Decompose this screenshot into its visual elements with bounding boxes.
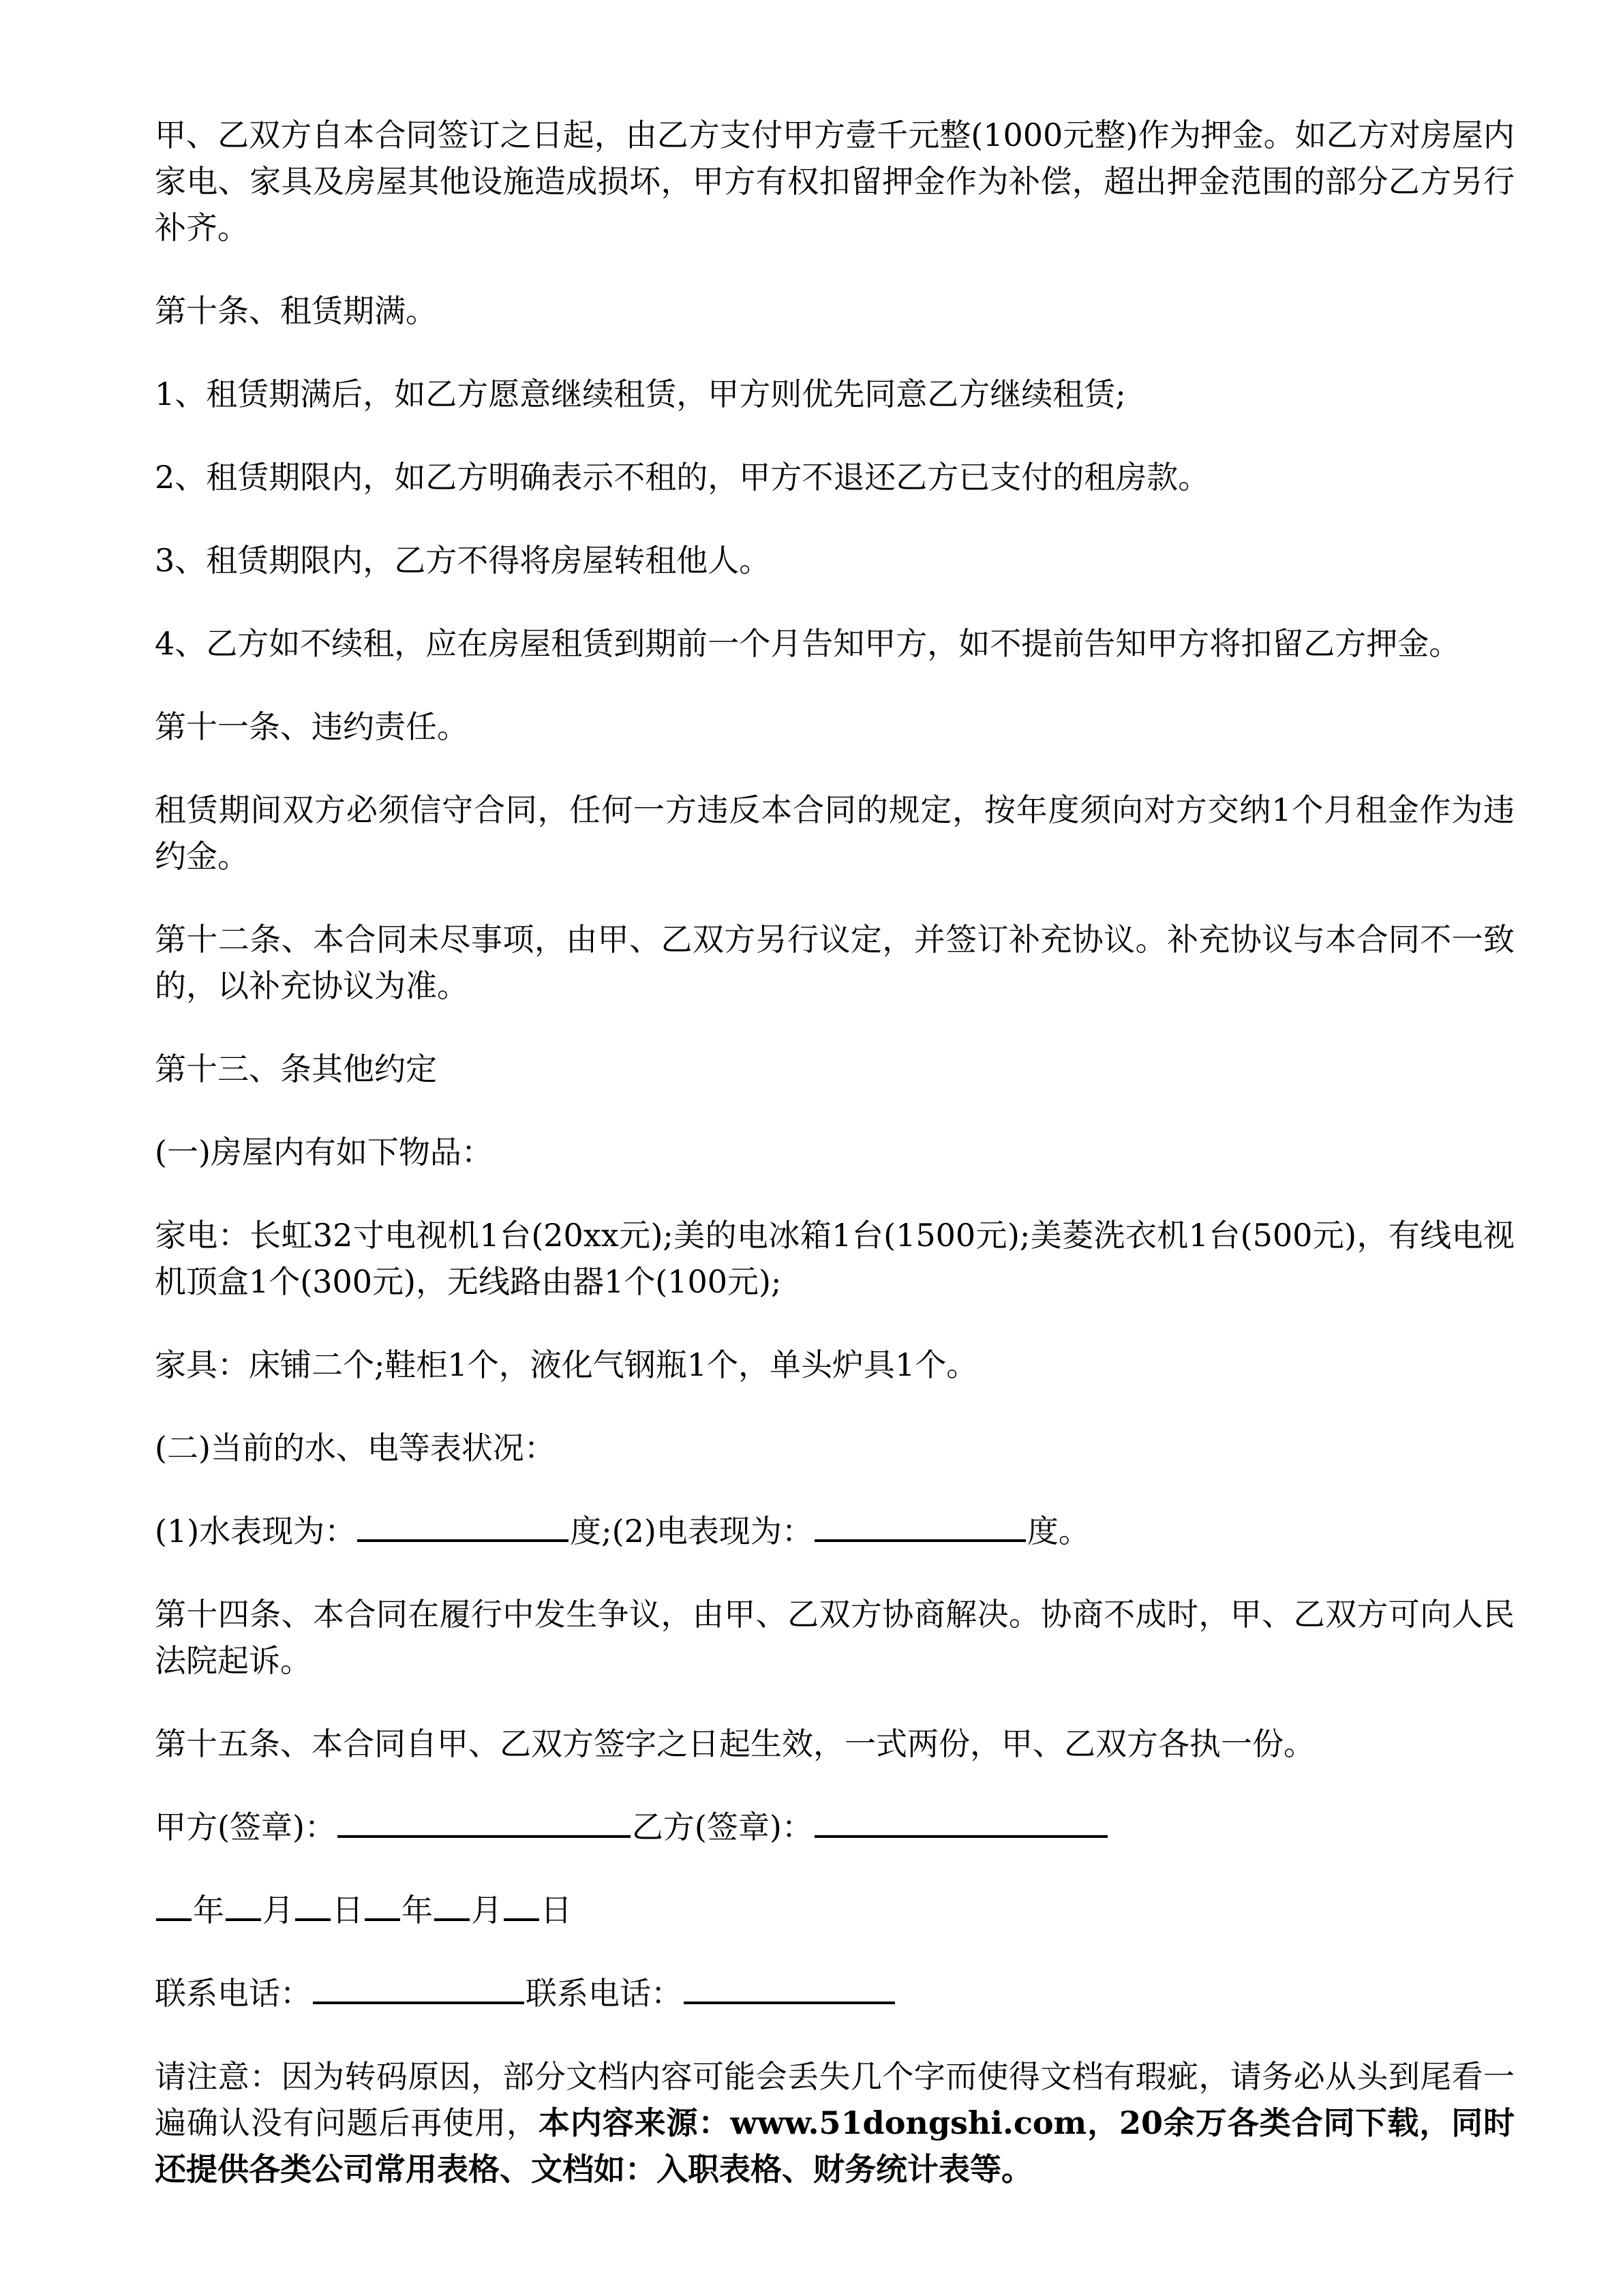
article-13-heading: 第十三、条其他约定 bbox=[155, 1051, 437, 1087]
year-a-label: 年 bbox=[193, 1892, 224, 1929]
signature-line bbox=[155, 1804, 1515, 1850]
party-a-phone-label: 联系电话： bbox=[155, 1975, 312, 2012]
article-12: 第十二条、本合同未尽事项，由甲、乙双方另行议定，并签订补充协议。补充协议与本合同不一致的，以补充协议为准。 bbox=[155, 921, 1515, 1004]
year-a-blank[interactable] bbox=[156, 1890, 192, 1921]
month-a-label: 月 bbox=[262, 1892, 294, 1929]
water-meter-blank[interactable] bbox=[357, 1511, 568, 1542]
article-11-body: 租赁期间双方必须信守合同，任何一方违反本合同的规定，按年度须向对方交纳1个月租金作为违约金。 bbox=[155, 791, 1515, 875]
meter-readings bbox=[155, 1508, 1515, 1554]
article-10-item-2: 2、租赁期限内，如乙方明确表示不租的，甲方不退还乙方已支付的租房款。 bbox=[155, 459, 1210, 496]
party-b-phone-label: 联系电话： bbox=[526, 1975, 682, 2012]
day-a-blank[interactable] bbox=[295, 1890, 331, 1921]
deposit-clause: 甲、乙双方自本合同签订之日起，由乙方支付甲方壹千元整(1000元整)作为押金。如乙方对房屋内家电、家具及房屋其他设施造成损坏，甲方有权扣留押金作为补偿，超出押金范围的部分乙方另行补齐。 bbox=[155, 117, 1515, 246]
water-meter-unit: 度; bbox=[570, 1513, 612, 1550]
party-a-signature-blank[interactable] bbox=[337, 1807, 631, 1838]
party-b-phone-blank[interactable] bbox=[684, 1973, 895, 2004]
electric-meter-label: (2)电表现为： bbox=[611, 1513, 813, 1550]
document-body bbox=[155, 112, 1515, 2229]
article-10-item-3: 3、租赁期限内，乙方不得将房屋转租他人。 bbox=[155, 542, 771, 579]
appliances-list: 家电：长虹32寸电视机1台(20xx元);美的电冰箱1台(1500元);美菱洗衣机1台(500元)，有线电视机顶盒1个(300元)，无线路由器1个(100元); bbox=[155, 1217, 1515, 1300]
month-b-blank[interactable] bbox=[434, 1890, 470, 1921]
article-10-item-1: 1、租赁期满后，如乙方愿意继续租赁，甲方则优先同意乙方继续租赁; bbox=[155, 376, 1126, 412]
party-b-signature-blank[interactable] bbox=[815, 1807, 1108, 1838]
meter-heading: (二)当前的水、电等表状况： bbox=[155, 1430, 556, 1466]
year-b-label: 年 bbox=[401, 1892, 433, 1929]
electric-meter-unit: 度。 bbox=[1027, 1513, 1090, 1550]
article-14: 第十四条、本合同在履行中发生争议，由甲、乙双方协商解决。协商不成时，甲、乙双方可向人民法院起诉。 bbox=[155, 1596, 1515, 1679]
month-a-blank[interactable] bbox=[226, 1890, 261, 1921]
day-a-label: 日 bbox=[332, 1892, 363, 1929]
article-10-heading: 第十条、租赁期满。 bbox=[155, 292, 437, 329]
article-11-heading: 第十一条、违约责任。 bbox=[155, 708, 468, 745]
party-a-phone-blank[interactable] bbox=[313, 1973, 524, 2004]
month-b-label: 月 bbox=[471, 1892, 502, 1929]
phone-line bbox=[155, 1970, 1515, 2016]
day-b-label: 日 bbox=[541, 1892, 572, 1929]
items-heading: (一)房屋内有如下物品： bbox=[155, 1134, 493, 1170]
source-notice: 本内容来源：www.51dongshi.com，20余万各类合同下载，同时还提供各类公司常用表格、文档如：入职表格、财务统计表等。 bbox=[155, 2104, 1515, 2188]
article-10-item-4: 4、乙方如不续租，应在房屋租赁到期前一个月告知甲方，如不提前告知甲方将扣留乙方押金。 bbox=[155, 625, 1461, 662]
electric-meter-blank[interactable] bbox=[815, 1511, 1026, 1542]
date-line bbox=[155, 1887, 1515, 1933]
furniture-list: 家具：床铺二个;鞋柜1个，液化气钢瓶1个，单头炉具1个。 bbox=[155, 1346, 978, 1383]
water-meter-label: (1)水表现为： bbox=[155, 1513, 357, 1550]
party-a-signature-label: 甲方(签章)： bbox=[155, 1809, 336, 1845]
disclaimer-note bbox=[155, 2053, 1515, 2192]
year-b-blank[interactable] bbox=[365, 1890, 400, 1921]
disclaimer-text: 请注意：因为转码原因，部分文档内容可能会丢失几个字而使得文档有瑕疵，请务必从头到尾看一遍确认没有问题后再使用， bbox=[155, 2058, 1515, 2141]
article-15: 第十五条、本合同自甲、乙双方签字之日起生效，一式两份，甲、乙双方各执一份。 bbox=[155, 1725, 1315, 1762]
party-b-signature-label: 乙方(签章)： bbox=[631, 1809, 813, 1845]
day-b-blank[interactable] bbox=[504, 1890, 539, 1921]
